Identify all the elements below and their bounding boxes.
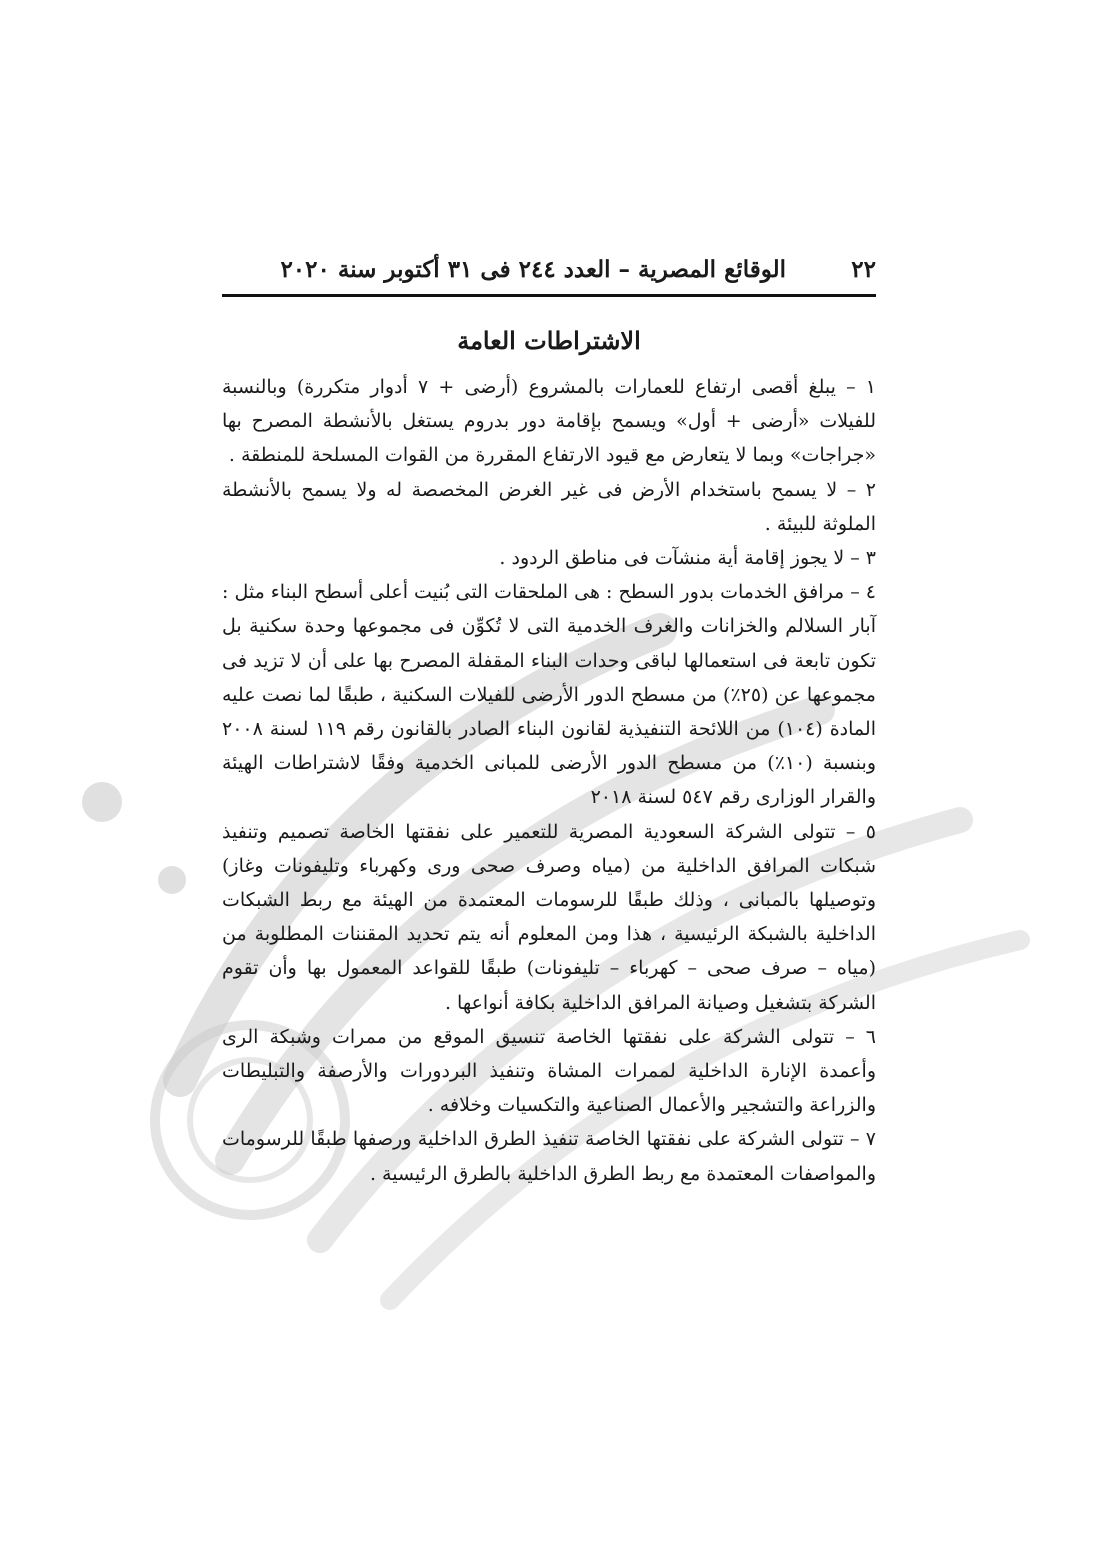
- clause-3: ٣ – لا يجوز إقامة أية منشآت فى مناطق الردود .: [499, 547, 876, 570]
- page-number: ٢٢: [851, 256, 876, 283]
- clause-1: ١ – يبلغ أقصى ارتفاع للعمارات بالمشروع (أرضى + ٧ أدوار متكررة) وبالنسبة للفيلات «أرضى + أول» ويسمح بإقامة دور بدروم يستغل بالأنشطة المصرح بها «جراجات» وبما لا يتعارض مع قيود الارتفاع المقررة من القوات المسلحة للمنطقة .: [222, 376, 876, 467]
- header-divider: [222, 294, 876, 297]
- clause-4: ٤ – مرافق الخدمات بدور السطح : هى الملحقات التى بُنيت أعلى أسطح البناء مثل : آبار السلالم والخزانات والغرف الخدمية التى لا تُكوِّن فى مجموعها وحدة سكنية بل تكون تابعة فى استعمالها لباقى وحدات البناء المقفلة المصرح بها على أن لا تزيد فى مجموعها عن (٢٥٪) من مسطح الدور الأرضى للفيلات السكنية ، طبقًا لما نصت عليه المادة (١٠٤) من اللائحة التنفيذية لقانون البناء الصادر بالقانون رقم ١١٩ لسنة ٢٠٠٨ وبنسبة (١٠٪) من مسطح الدور الأرضى للمبانى الخدمية وفقًا لاشتراطات الهيئة والقرار الوزارى رقم ٥٤٧ لسنة ٢٠١٨: [222, 581, 876, 809]
- article-body: [222, 370, 876, 1191]
- clause-7: ٧ – تتولى الشركة على نفقتها الخاصة تنفيذ الطرق الداخلية ورصفها طبقًا للرسومات والمواصفات المعتمدة مع ربط الطرق الداخلية بالطرق الرئيسية .: [222, 1128, 876, 1185]
- clause-6: ٦ – تتولى الشركة على نفقتها الخاصة تنسيق الموقع من ممرات وشبكة الرى وأعمدة الإنارة الداخلية لممرات المشاة وتنفيذ البردورات والأرصفة والتبليطات والزراعة والتشجير والأعمال الصناعية والتكسيات وخلافه .: [222, 1025, 876, 1117]
- gazette-title: الوقائع المصرية – العدد ٢٤٤ فى ٣١ أكتوبر سنة ٢٠٢٠: [280, 256, 786, 283]
- clause-2: ٢ – لا يسمح باستخدام الأرض فى غير الغرض المخصصة له ولا يسمح بالأنشطة الملوثة للبيئة .: [222, 478, 876, 535]
- clause-5: ٥ – تتولى الشركة السعودية المصرية للتعمير على نفقتها الخاصة تصميم وتنفيذ شبكات المرافق الداخلية من (مياه وصرف صحى ورى وكهرباء وتليفونات وغاز) وتوصيلها بالمبانى ، وذلك طبقًا للرسومات المعتمدة من الهيئة مع ربط الشبكات الداخلية بالشبكة الرئيسية ، هذا ومن المعلوم أنه يتم تحديد المقننات المطلوبة من (مياه – صرف صحى – كهرباء – تليفونات) طبقًا للقواعد المعمول بها وأن تقوم الشركة بتشغيل وصيانة المرافق الداخلية بكافة أنواعها .: [222, 820, 876, 1014]
- section-title: الاشتراطات العامة: [457, 326, 641, 355]
- page-header: [222, 248, 876, 298]
